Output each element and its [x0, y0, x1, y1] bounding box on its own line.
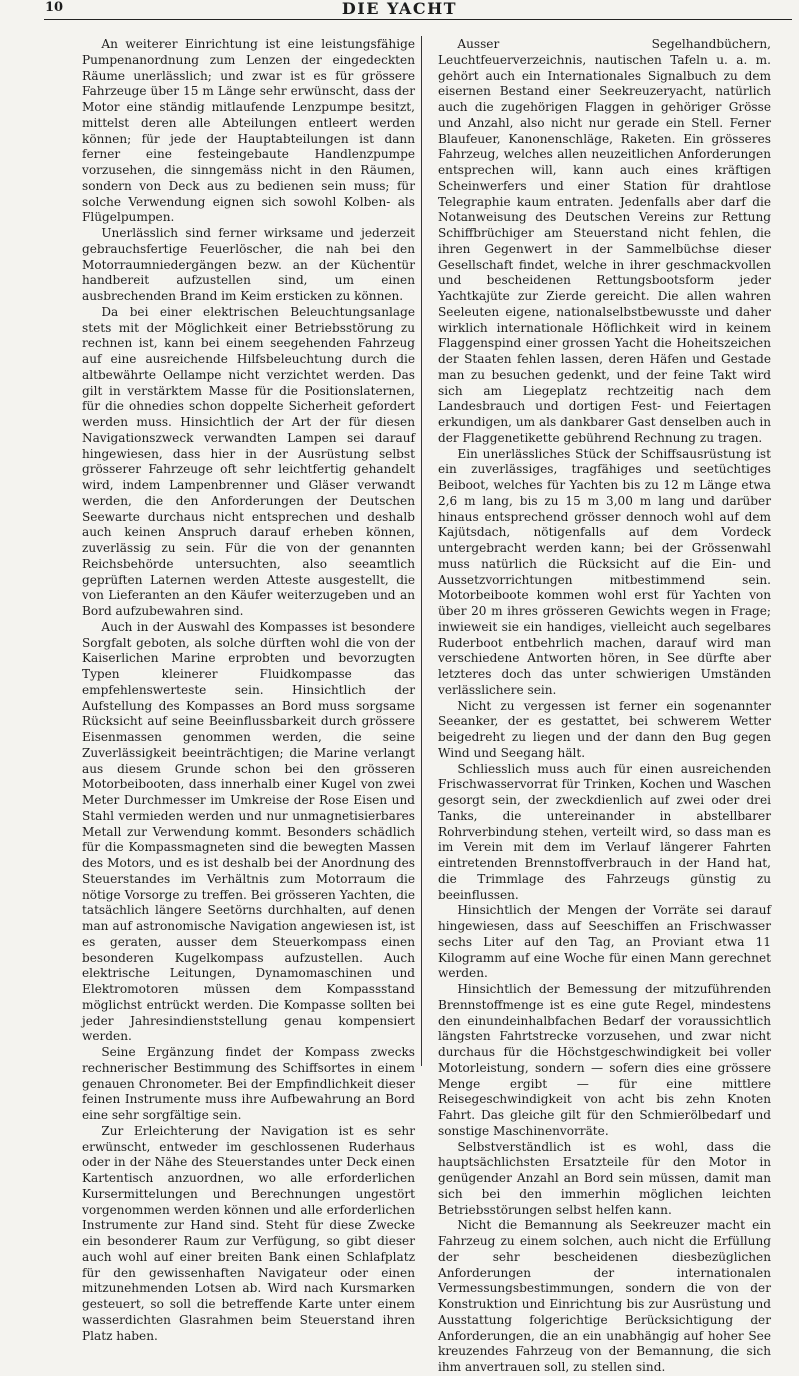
page-number: 10 [45, 0, 64, 15]
paragraph-chronometer: Seine Ergänzung findet der Kompass zwecks rechnerischer Bestimmung des Schiffsortes in einem genauen Chronometer. Bei der Empfindlichkeit dieser feinen Instrumente muss ihre Aufbewahrung an Bord eine sehr sorgfältige sein. [82, 1045, 415, 1122]
paragraph-signal-equipment: Ausser Segelhandbüchern, Leuchtfeuerverzeichnis, nautischen Tafeln u. a. m. gehört auch ein Internationales Signalbuch zu dem eisernen Bestand einer Seekreuzeryacht, natürlich auch die zugehörigen Flaggen in gehöriger Grösse und Anzahl, also nicht nur gerade ein Stell. Ferner Blaufeuer, Kanonenschläge, Raketen. Ein grösseres Fahrzeug, welches allen neuzeitlichen Anforderungen entsprechen will, kann auch eines kräftigen Scheinwerfers und einer Station für drahtlose Telegraphie kaum entraten. Jedenfalls aber darf die Notanweisung des Deutschen Vereins zur Rettung Schiffbrüchiger am Steuerstand nicht fehlen, die ihren Gegenwert in der Sammelbüchse dieser Gesellschaft findet, welche in ihrer geschmackvollen und bescheidenen Rettungsbootsform jeder Yachtkajüte zur Zierde gereicht. Die allen wahren Seeleuten eigene, nationalselbstbewusste und daher wirklich internationale Höflichkeit wird in keinem Flaggenspind einer grossen Yacht die Hoheitszeichen der Staaten fehlen lassen, deren Häfen und Gestade man zu besuchen gedenkt, und der feine Takt wird sich am Liegeplatz rechtzeitig nach dem Landesbrauch und dortigen Fest- und Feiertagen erkundigen, um als dankbarer Gast denselben auch in der Flaggenetikette gebührend Rechnung zu tragen. [438, 37, 771, 445]
paragraph-provisions: Hinsichtlich der Mengen der Vorräte sei darauf hingewiesen, dass auf Seeschiffen an Frischwasser sechs Liter auf den Tag, an Proviant etwa 11 Kilogramm auf eine Woche für einen Mann gerechnet werden. [438, 903, 771, 981]
paragraph-fire-extinguishers: Unerlässlich sind ferner wirksame und jederzeit gebrauchsfertige Feuerlöscher, die nah bei den Motorraumniedergängen bezw. an der Küchentür handbereit aufzustellen sind, um einen ausbrechenden Brand im Keim ersticken zu können. [82, 226, 415, 303]
left-column [82, 37, 415, 1344]
paragraph-compass: Auch in der Auswahl des Kompasses ist besondere Sorgfalt geboten, als solche dürften wohl die von der Kaiserlichen Marine erprobten und bevorzugten Typen kleinerer Fluidkompasse das empfehlenswerteste sein. Hinsichtlich der Aufstellung des Kompasses an Bord muss sorgsame Rücksicht auf seine Beeinflussbarkeit durch grössere Eisenmassen genommen werden, die seine Zuverlässigkeit beeinträchtigen; die Marine verlangt aus diesem Grunde schon bei den grösseren Motorbeibooten, dass innerhalb einer Kugel von zwei Meter Durchmesser im Umkreise der Rose Eisen und Stahl vermieden werden und nur unmagnetisierbares Metall zur Verwendung kommt. Besonders schädlich für die Kompassmagneten sind die bewegten Massen des Motors, und es ist deshalb bei der Anordnung des Steuerstandes im Verhältnis zum Motorraum die nötige Vorsorge zu treffen. Bei grösseren Yachten, die tatsächlich längere Seetörns durchhalten, auf denen man auf astronomische Navigation angewiesen ist, ist es geraten, ausser dem Steuerkompass einen besonderen Kugelkompass aufzustellen. Auch elektrische Leitungen, Dynamomaschinen und Elektromotoren müssen dem Kompassstand möglichst entrückt werden. Die Kompasse sollten bei jeder Jahresindienststellung genau kompensiert werden. [82, 619, 415, 1044]
column-divider [421, 36, 422, 1066]
paragraph-chart-table: Zur Erleichterung der Navigation ist es sehr erwünscht, entweder im geschlossenen Ruderhaus oder in der Nähe des Steuerstandes unter Deck einen Kartentisch anzuordnen, wo alle erforderlichen Kursermittelungen und Berechnungen ungestört vorgenommen werden können und alle erforderlichen Instrumente zur Hand sind. Steht für diese Zwecke ein besonderer Raum zur Verfügung, so gibt dieser auch wohl auf einer breiten Bank einen Schlafplatz für den gewissenhaften Navigateur oder einen mitzunehmenden Lotsen ab. Wird nach Kursmarken gesteuert, so soll die betreffende Karte unter einem wasserdichten Glasrahmen beim Steuerstand ihren Platz haben. [82, 1123, 415, 1343]
paragraph-fresh-water: Schliesslich muss auch für einen ausreichenden Frischwasservorrat für Trinken, Kochen und Waschen gesorgt sein, der zweckdienlich auf zwei oder drei Tanks, die untereinander in abstellbarer Rohrverbindung stehen, verteilt wird, so dass man es im Verein mit dem im Verlauf längerer Fahrten eintretenden Brennstoffverbrauch in der Hand hat, die Trimmlage des Fahrzeugs günstig zu beeinflussen. [438, 761, 771, 902]
paragraph-sea-anchor: Nicht zu vergessen ist ferner ein sogenannter Seeanker, der es gestattet, bei schwerem Wetter beigedreht zu liegen und der dann den Bug gegen Wind und Seegang hält. [438, 698, 771, 760]
paragraph-dinghy: Ein unerlässliches Stück der Schiffsausrüstung ist ein zuverlässiges, tragfähiges und seetüchtiges Beiboot, welches für Yachten bis zu 12 m Länge etwa 2,6 m lang, bis zu 15 m 3,00 m lang und darüber hinaus entsprechend grösser dennoch wohl auf dem Kajütsdach, nötigenfalls auf dem Vordeck untergebracht werden kann; bei der Grössenwahl muss natürlich die Rücksicht auf die Ein- und Aussetzvorrichtungen mitbestimmend sein. Motorbeiboote kommen wohl erst für Yachten von über 20 m ihres grösseren Gewichts wegen in Frage; inwieweit sie ein handiges, vielleicht auch segelbares Ruderboot entbehrlich machen, darauf wird man verschiedene Antworten hören, in See dürfte aber letzteres doch das unter schwierigen Umständen verlässlichere sein. [438, 446, 771, 697]
paragraph-lighting: Da bei einer elektrischen Beleuchtungsanlage stets mit der Möglichkeit einer Betriebsstörung zu rechnen ist, kann bei einem seegehenden Fahrzeug auf eine ausreichende Hilfsbeleuchtung durch die altbewährte Oellampe nicht verzichtet werden. Das gilt in verstärktem Masse für die Positionslaternen, für die ohnedies schon doppelte Sicherheit gefordert werden muss. Hinsichtlich der Art der für diesen Navigationszweck verwandten Lampen sei darauf hingewiesen, dass hier in der Ausrüstung selbst grösserer Fahrzeuge oft sehr leichtfertig gehandelt wird, indem Lampenbrenner und Gläser verwandt werden, die den Anforderungen der Deutschen Seewarte durchaus nicht entsprechen und deshalb auch keinen Anspruch darauf erheben können, zuverlässig zu sein. Für die von der genannten Reichsbehörde untersuchten, also seeamtlich geprüften Laternen werden Atteste ausgestellt, die von Lieferanten an den Käufer weiterzugeben und an Bord aufzubewahren sind. [82, 304, 415, 618]
right-column [438, 37, 771, 1376]
paragraph-spare-parts: Selbstverständlich ist es wohl, dass die hauptsächlichsten Ersatzteile für den Motor in genügender Anzahl an Bord sein müssen, damit man sich bei den immerhin möglichen leichten Betriebsstörungen selbst helfen kann. [438, 1139, 771, 1217]
paragraph-conclusion: Nicht die Bemannung als Seekreuzer macht ein Fahrzeug zu einem solchen, auch nicht die Erfüllung der sehr bescheidenen diesbezüglichen Anforderungen der internationalen Vermessungsbestimmungen, sondern die von der Konstruktion und Einrichtung bis zur Ausrüstung und Ausstattung folgerichtige Berücksichtigung der Anforderungen, die an ein unabhängig auf hoher See kreuzendes Fahrzeug von der Bemannung, die sich ihm anvertrauen soll, zu stellen sind. [438, 1218, 771, 1374]
paragraph-bilge-pumps: An weiterer Einrichtung ist eine leistungsfähige Pumpenanordnung zum Lenzen der eingedeckten Räume unerlässlich; und zwar ist es für grössere Fahrzeuge über 15 m Länge sehr erwünscht, dass der Motor eine ständig mitlaufende Lenzpumpe besitzt, mittelst deren alle Abteilungen entleert werden können; für jede der Hauptabteilungen ist dann ferner eine festeingebaute Handlenzpumpe vorzusehen, die sinngemäss nicht in den Räumen, sondern von Deck aus zu bedienen sein muss; für solche Verwendung eignen sich sowohl Kolben- als Flügelpumpen. [82, 37, 415, 225]
running-title: DIE YACHT [341, 0, 458, 18]
header-rule [44, 19, 792, 20]
paragraph-fuel: Hinsichtlich der Bemessung der mitzuführenden Brennstoffmenge ist es eine gute Regel, mindestens den einundeinhalbfachen Bedarf der voraussichtlich längsten Fahrtstrecke vorzusehen, und zwar nicht durchaus für die Höchstgeschwindigkeit bei voller Motorleistung, sondern — sofern dies eine grössere Menge ergibt — für eine mittlere Reisegeschwindigkeit von acht bis zehn Knoten Fahrt. Das gleiche gilt für den Schmierölbedarf und sonstige Maschinenvorräte. [438, 982, 771, 1138]
